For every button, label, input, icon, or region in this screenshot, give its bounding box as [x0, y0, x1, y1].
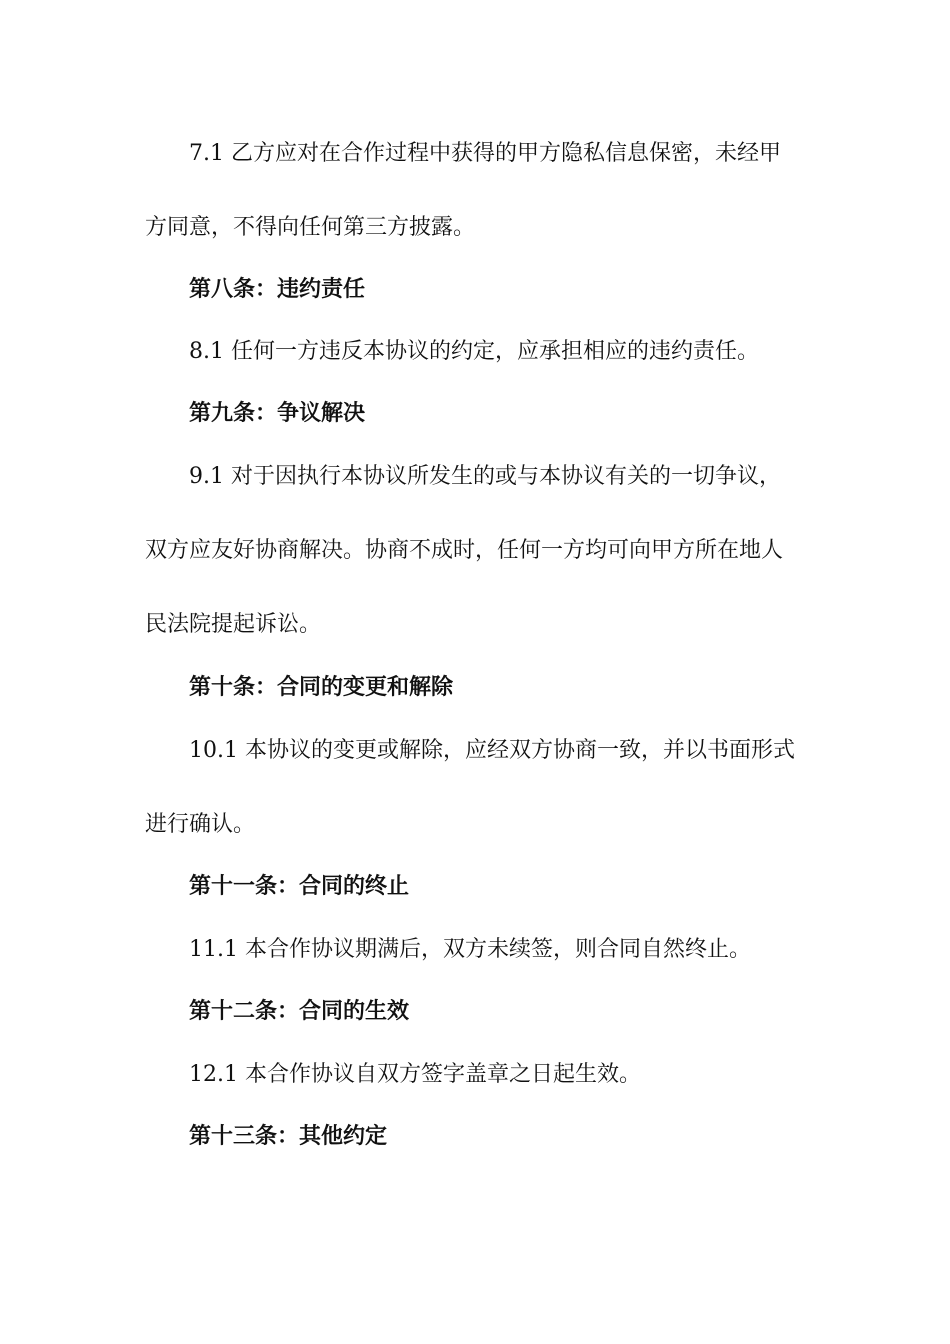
article-11-heading: 第十一条：合同的终止 — [189, 874, 410, 899]
clause-11-1: 11.1 本合作协议期满后，双方未续签，则合同自然终止。 — [189, 937, 751, 962]
clause-10-1-line-2: 进行确认。 — [145, 812, 256, 837]
article-10-heading: 第十条：合同的变更和解除 — [189, 675, 454, 700]
clause-7-1-line-1: 7.1 乙方应对在合作过程中获得的甲方隐私信息保密，未经甲 — [189, 141, 781, 166]
clause-10-1-line-1: 10.1 本协议的变更或解除，应经双方协商一致，并以书面形式 — [189, 738, 795, 763]
article-9-heading: 第九条：争议解决 — [189, 401, 366, 426]
clause-12-1: 12.1 本合作协议自双方签字盖章之日起生效。 — [189, 1062, 641, 1087]
clause-8-1: 8.1 任何一方违反本协议的约定，应承担相应的违约责任。 — [189, 339, 759, 364]
clause-9-1-line-1: 9.1 对于因执行本协议所发生的或与本协议有关的一切争议， — [189, 464, 781, 489]
clause-7-1-line-2: 方同意，不得向任何第三方披露。 — [145, 215, 476, 240]
article-8-heading: 第八条：违约责任 — [189, 277, 366, 302]
article-13-heading: 第十三条：其他约定 — [189, 1124, 388, 1149]
article-12-heading: 第十二条：合同的生效 — [189, 999, 410, 1024]
clause-9-1-line-2: 双方应友好协商解决。协商不成时，任何一方均可向甲方所在地人 — [145, 538, 784, 563]
clause-9-1-line-3: 民法院提起诉讼。 — [145, 612, 322, 637]
